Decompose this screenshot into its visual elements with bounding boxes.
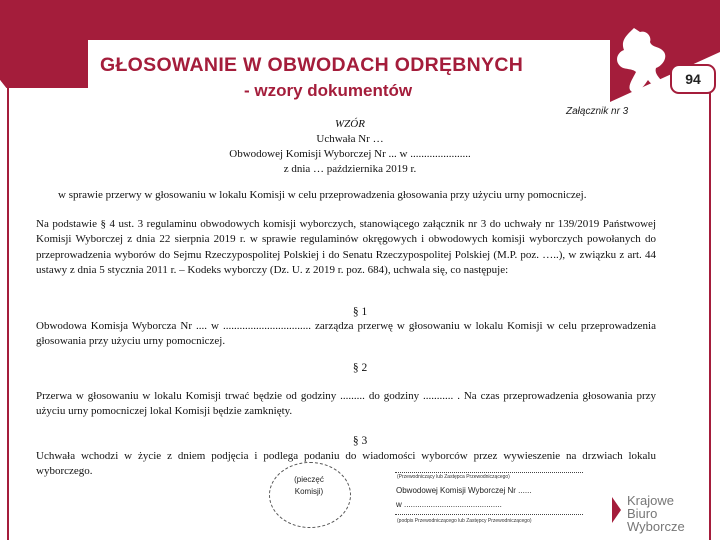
slide-subtitle: - wzory dokumentów — [244, 81, 413, 100]
section-2-heading: § 2 — [352, 362, 368, 374]
section-3-text: Uchwała wchodzi w życie z dniem podjęcia i podlega podaniu do wiadomości wyborców przez wywieszenie na drzwiach lokalu wyborczego. — [36, 450, 656, 478]
resolution-date: z dnia … października 2019 r. — [283, 163, 417, 175]
signature-line-bottom — [395, 514, 583, 515]
section-1-heading: § 1 — [352, 306, 368, 318]
resolution-header — [180, 117, 520, 177]
preamble-paragraph: Na podstawie § 4 ust. 3 regulaminu obwodowych komisji wyborczych, stanowiącego załącznik nr 3 do uchwały nr 139/2019 Państwowej Komisji Wyborczej z dnia 22 sierpnia 2019 r. w sprawie regulaminów okręgowych i obwodowych komisji wyborczych powołanych do przeprowadzenia wyborów do Sejmu Rzeczypospolitej Polskiej i do Senatu Rzeczypospolitej Polskiej (M.P. poz. …..), w związku z art. 44 ustawy z dnia 5 stycznia 2011 r. – Kodeks wyborczy (Dz. U. z 2019 r. poz. 684), uchwala się, co następuje: — [36, 218, 656, 277]
signature-commission: Obwodowej Komisji Wyborczej Nr ...... — [396, 486, 532, 495]
attachment-label: Załącznik nr 3 — [566, 106, 629, 117]
slide-title: GŁOSOWANIE W OBWODACH ODRĘBNYCH — [100, 54, 524, 76]
section-3-heading: § 3 — [352, 435, 368, 447]
signature-caption-top: (Przewodniczący lub Zastępca Przewodniczącego) — [397, 474, 510, 480]
resolution-subject: w sprawie przerwy w głosowaniu w lokalu Komisji w celu przeprowadzenia głosowania przy użyciu urny pomocniczej. — [58, 189, 587, 201]
commission-name: Obwodowej Komisji Wyborczej Nr ... w ...................... — [229, 148, 471, 160]
stamp-label: (pieczęć Komisji) — [294, 475, 324, 496]
signature-line-top — [395, 472, 583, 473]
resolution-number: Uchwała Nr … — [316, 133, 384, 145]
section-2-text: Przerwa w głosowaniu w lokalu Komisji trwać będzie od godziny ......... do godziny ........... . Na czas przeprowadzenia głosowania przy użyciu urny pomocniczej lokal Komisji będzie zamknięty. — [36, 390, 656, 418]
section-1-text: Obwodowa Komisja Wyborcza Nr .... w ................................ zarządza przerwę w głosowaniu w lokalu Komisji w celu przeprowadzenia głosowania przy użyciu urny pomocniczej. — [36, 320, 656, 348]
signature-caption-bottom: (podpis Przewodniczącego lub Zastępcy Przewodniczącego) — [397, 518, 532, 524]
kbw-logo-line2: Biuro — [627, 506, 658, 521]
kbw-logo-line3: Wyborcze — [627, 519, 685, 534]
kbw-logo-line1: Krajowe — [627, 493, 674, 508]
kbw-logo-mark-icon — [610, 496, 622, 524]
kbw-logo-text — [627, 494, 685, 533]
page-number-badge: 94 — [670, 64, 716, 94]
signature-place: w ............................................ — [396, 500, 502, 509]
kbw-logo — [624, 494, 685, 533]
template-label: WZÓR — [335, 118, 365, 130]
